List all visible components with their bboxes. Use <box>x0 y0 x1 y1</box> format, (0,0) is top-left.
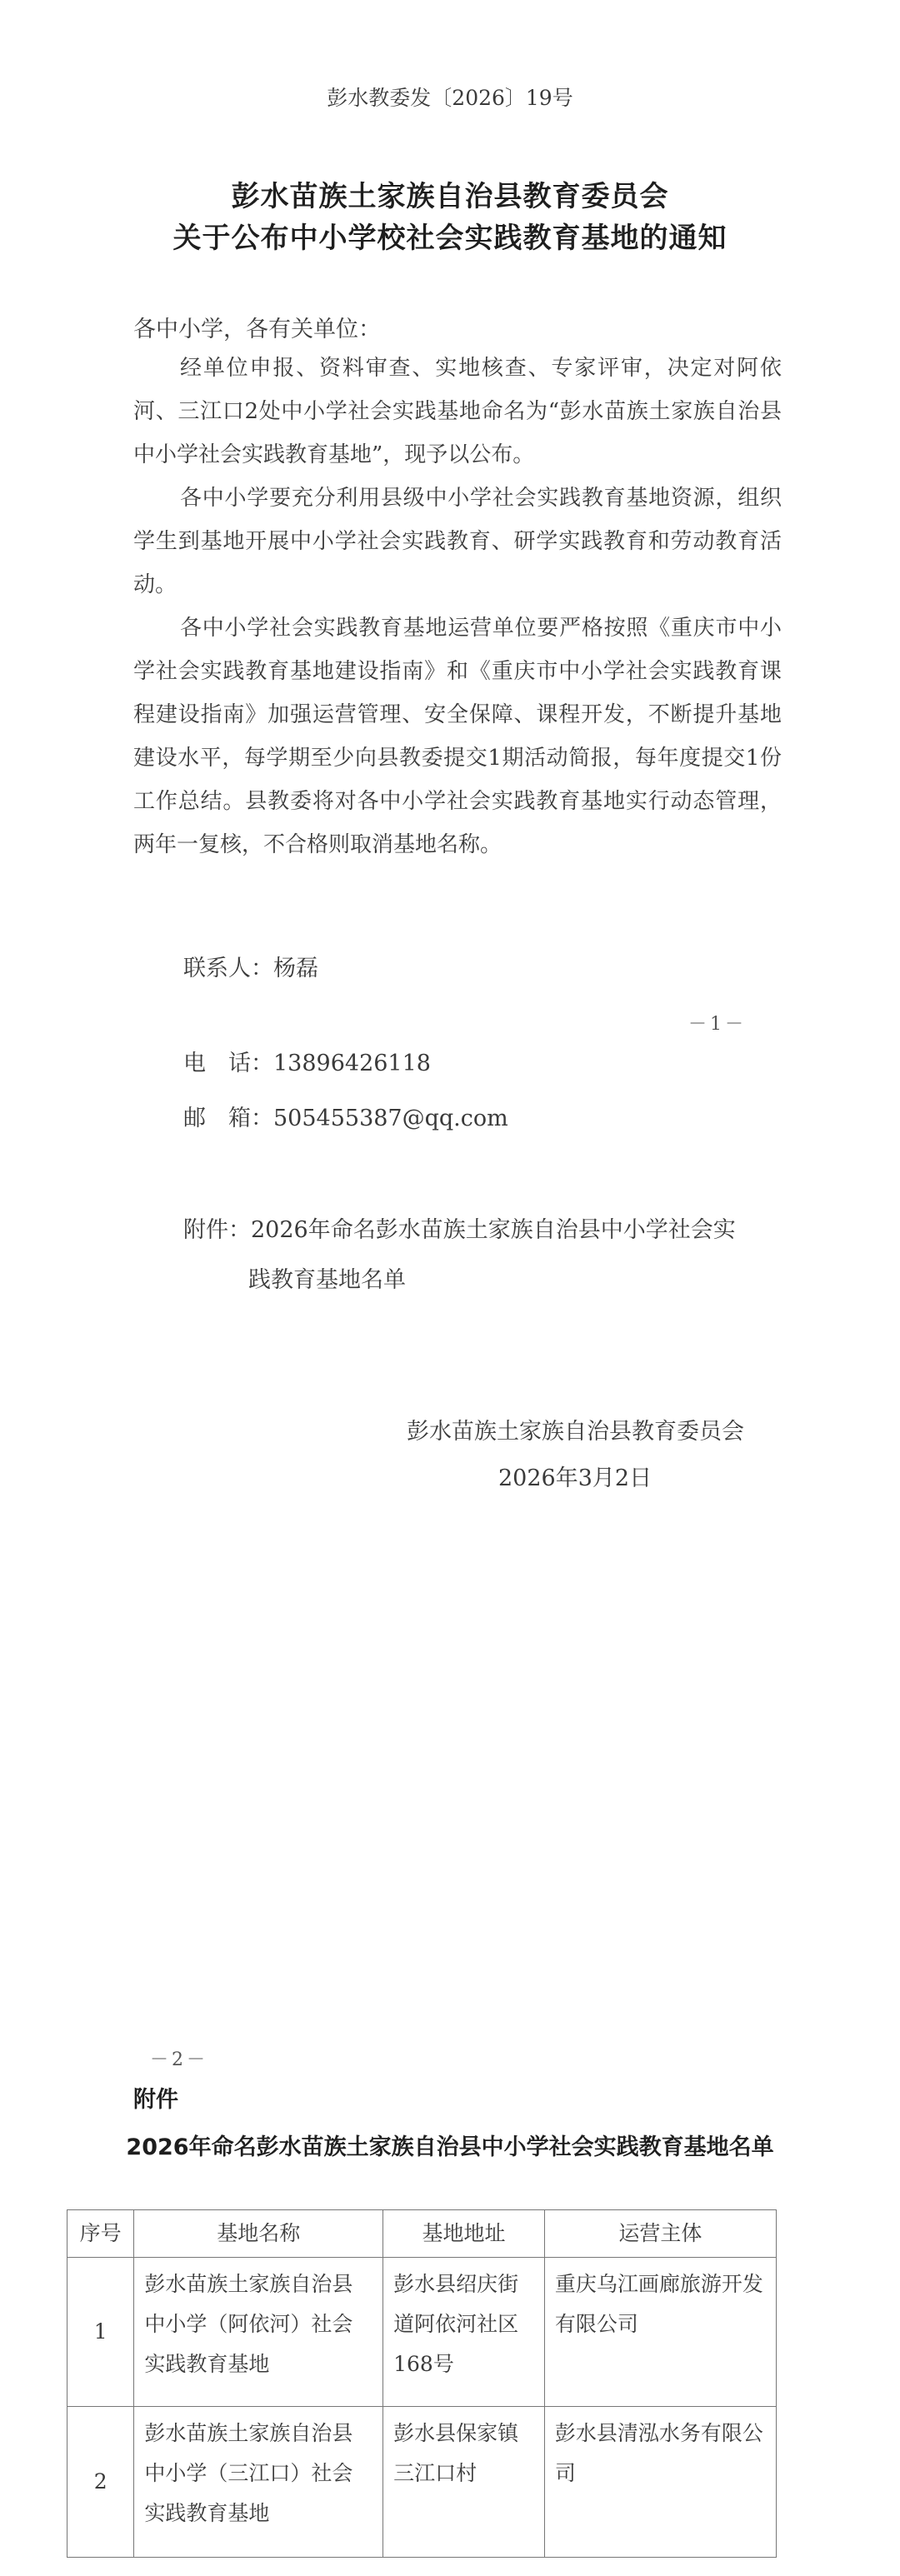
body-paragraph-2: 各中小学要充分利用县级中小学社会实践教育基地资源，组织学生到基地开展中小学社会实践教育、研学实践教育和劳动教育活动。 <box>133 486 782 597</box>
contact-person: 联系人：杨磊 <box>183 956 318 981</box>
cell-base-name: 彭水苗族土家族自治县中小学（三江口）社会实践教育基地 <box>134 2407 383 2558</box>
document-number: 彭水教委发〔2026〕19号 <box>327 86 573 110</box>
cell-address: 彭水县保家镇三江口村 <box>383 2407 545 2558</box>
cell-address: 彭水县绍庆街道阿依河社区168号 <box>383 2258 545 2407</box>
page-number-1: －1－ <box>688 1014 747 1035</box>
column-header-name: 基地名称 <box>134 2210 383 2258</box>
column-header-operator: 运营主体 <box>544 2210 776 2258</box>
cell-base-name: 彭水苗族土家族自治县中小学（阿依河）社会实践教育基地 <box>134 2258 383 2407</box>
cell-number: 1 <box>68 2258 134 2407</box>
column-header-address: 基地地址 <box>383 2210 545 2258</box>
salutation: 各中小学，各有关单位： <box>133 317 381 342</box>
issue-date: 2026年3月2日 <box>498 1465 652 1491</box>
cell-operator: 彭水县清泓水务有限公司 <box>544 2407 776 2558</box>
issuing-organization: 彭水苗族土家族自治县教育委员会 <box>407 1419 744 1445</box>
body-paragraph-3: 各中小学社会实践教育基地运营单位要严格按照《重庆市中小学社会实践教育基地建设指南》和《重庆市中小学社会实践教育课程建设指南》加强运营管理、安全保障、课程开发，不断提升基地建设水平，每学期至少向县教委提交1期活动简报，每年度提交1份工作总结。县教委将对各中小学社会实践教育基地实行动态管理，两年一复核，不合格则取消基地名称。 <box>133 616 782 857</box>
contact-email: 邮 箱：505455387@qq.com <box>183 1106 508 1131</box>
attachment-title: 2026年命名彭水苗族土家族自治县中小学社会实践教育基地名单 <box>126 2134 774 2160</box>
attachment-note-line-1: 附件：2026年命名彭水苗族土家族自治县中小学社会实 <box>183 1217 736 1243</box>
contact-phone: 电 话：13896426118 <box>183 1051 431 1076</box>
base-list-table <box>67 2209 777 2558</box>
table-row <box>68 2258 777 2407</box>
body-paragraph-1: 经单位申报、资料审查、实地核查、专家评审，决定对阿依河、三江口2处中小学社会实践基地命名为“彭水苗族土家族自治县中小学社会实践教育基地”，现予以公布。 <box>133 356 782 467</box>
attachment-heading: 附件 <box>133 2087 178 2113</box>
page-number-2: －2－ <box>150 2049 208 2070</box>
cell-number: 2 <box>68 2407 134 2558</box>
table-row <box>68 2407 777 2558</box>
table-header-row <box>68 2210 777 2258</box>
attachment-note <box>183 1206 800 1305</box>
notice-title-line-2: 关于公布中小学校社会实践教育基地的通知 <box>172 222 728 255</box>
cell-operator: 重庆乌江画廊旅游开发有限公司 <box>544 2258 776 2407</box>
column-header-number: 序号 <box>68 2210 134 2258</box>
notice-title-line-1: 彭水苗族土家族自治县教育委员会 <box>231 180 669 213</box>
attachment-note-line-2: 践教育基地名单 <box>248 1267 406 1293</box>
